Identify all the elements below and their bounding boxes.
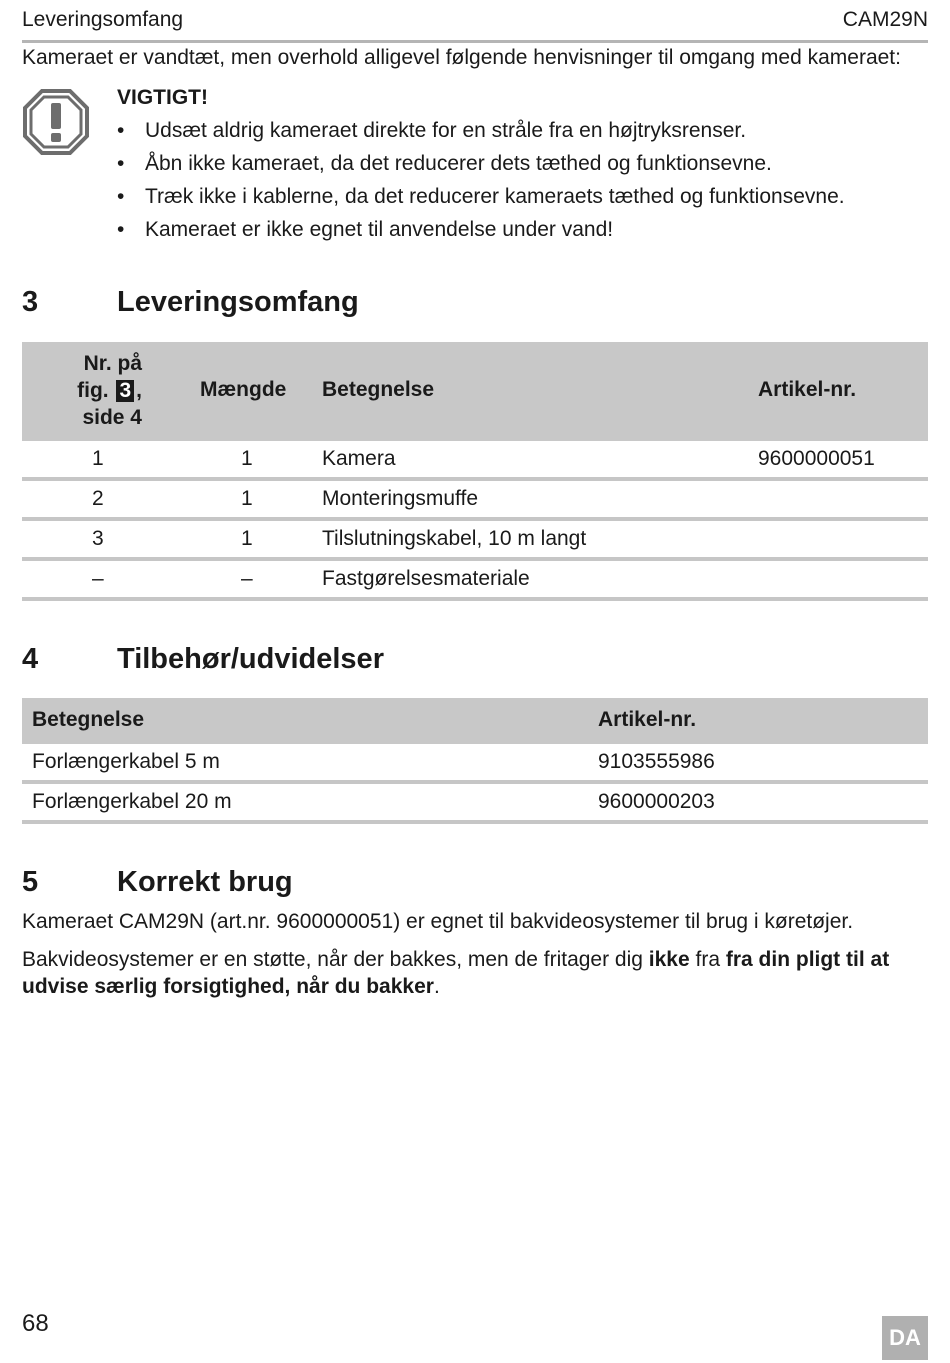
running-header-section: Leveringsomfang [22, 8, 184, 31]
section-4-title: Tilbehør/udvidelser [117, 643, 384, 675]
section-5-title: Korrekt brug [117, 866, 293, 898]
cell-name: Fastgørelsesmateriale [322, 567, 530, 590]
warning-list [117, 118, 845, 250]
cell-name: Forlængerkabel 5 m [32, 750, 220, 773]
column-header-name: Betegnelse [32, 708, 145, 731]
table-header [22, 698, 928, 744]
table-header [22, 342, 928, 441]
para2-bold-ikke: ikke [648, 948, 690, 971]
cell-name: Kamera [322, 447, 396, 470]
cell-quantity: 1 [241, 527, 253, 550]
running-header-model: CAM29N [842, 8, 928, 31]
section-3-title: Leveringsomfang [117, 286, 359, 318]
table-row [22, 784, 928, 824]
fig-header-line1: Nr. på [83, 352, 142, 375]
para2-bold-duty: fra din pligt til at [725, 948, 890, 971]
cell-nr: – [92, 567, 104, 590]
warning-title: VIGTIGT! [117, 86, 208, 109]
cell-article: 9103555986 [598, 750, 715, 773]
header-divider [22, 40, 928, 43]
fig-header-prefix: fig. [77, 379, 109, 402]
para2-bold-caution: udvise særlig forsigtighed, når du bakker [22, 975, 434, 998]
para2-end: . [433, 975, 440, 998]
column-header-name: Betegnelse [322, 378, 435, 401]
column-header-article: Artikel-nr. [758, 378, 857, 401]
section-5-number: 5 [22, 866, 39, 898]
table-row [22, 441, 928, 481]
delivery-table [22, 342, 928, 601]
para2-text: fra [689, 948, 726, 971]
cell-quantity: 1 [241, 447, 253, 470]
table-row [22, 561, 928, 601]
cell-article: 9600000051 [758, 447, 875, 470]
table-row [22, 744, 928, 784]
cell-quantity: 1 [241, 487, 253, 510]
fig-header-line2 [42, 377, 142, 404]
cell-article: 9600000203 [598, 790, 715, 813]
section-3-number: 3 [22, 286, 39, 318]
warning-item: • Kameraet er ikke egnet til anvendelse under vand! [117, 217, 845, 250]
cell-name: Forlængerkabel 20 m [32, 790, 232, 813]
section-4-number: 4 [22, 643, 39, 675]
usage-paragraph-2 [22, 946, 928, 1000]
warning-item: • Åbn ikke kameraet, da det reducerer dets tæthed og funktionsevne. [117, 151, 845, 184]
cell-quantity: – [241, 567, 253, 590]
fig-header-suffix: , [136, 379, 142, 402]
intro-text: Kameraet er vandtæt, men overhold alligevel følgende henvisninger til omgang med kameraet: [22, 46, 901, 69]
table-row [22, 521, 928, 561]
warning-item: • Træk ikke i kablerne, da det reducerer kameraets tæthed og funktionsevne. [117, 184, 845, 217]
cell-name: Tilslutningskabel, 10 m langt [322, 527, 587, 550]
accessories-table [22, 698, 928, 824]
cell-name: Monteringsmuffe [322, 487, 479, 510]
table-row [22, 481, 928, 521]
column-header-article: Artikel-nr. [598, 708, 697, 731]
exclamation-octagon-icon [22, 88, 90, 156]
column-header-quantity: Mængde [200, 378, 287, 401]
para2-text: Bakvideosystemer er en støtte, når der bakkes, men de fritager dig [22, 948, 649, 971]
warning-item: • Udsæt aldrig kameraet direkte for en stråle fra en højtryksrenser. [117, 118, 845, 151]
cell-nr: 3 [92, 527, 104, 550]
cell-nr: 1 [92, 447, 104, 470]
fig-header-line3: side 4 [82, 406, 142, 429]
page-number: 68 [22, 1310, 49, 1337]
column-header-fig [42, 350, 142, 431]
figure-number-box: 3 [116, 380, 134, 402]
language-badge: DA [882, 1316, 928, 1360]
usage-paragraph-1: Kameraet CAM29N (art.nr. 9600000051) er egnet til bakvideosystemer til brug i køretøjer. [22, 910, 854, 933]
cell-nr: 2 [92, 487, 104, 510]
